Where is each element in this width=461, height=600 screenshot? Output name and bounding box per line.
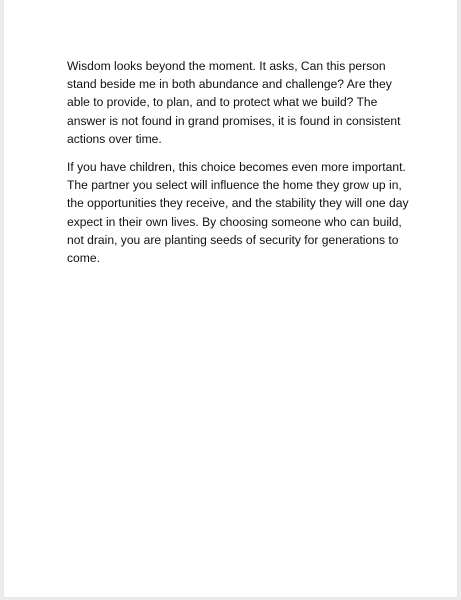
text-line: stand beside me in both abundance and challenge? Are they (67, 77, 392, 92)
text-line: expect in their own lives. By choosing someone who can build, (67, 214, 402, 229)
text-line: able to provide, to plan, and to protect what we build? The (67, 95, 378, 110)
text-line: If you have children, this choice becomes even more important. (67, 160, 406, 175)
paragraph-2 (67, 158, 407, 267)
paragraph-1 (67, 57, 407, 148)
document-page (4, 0, 457, 597)
text-line: answer is not found in grand promises, it is found in consistent (67, 113, 401, 128)
text-line: come. (67, 251, 100, 266)
text-line: The partner you select will influence the home they grow up in, (67, 178, 402, 193)
document-body (67, 57, 407, 277)
text-line: Wisdom looks beyond the moment. It asks, Can this person (67, 59, 386, 73)
text-line: not drain, you are planting seeds of security for generations to (67, 232, 399, 247)
text-line: the opportunities they receive, and the stability they will one day (67, 196, 409, 211)
text-line: actions over time. (67, 131, 162, 146)
